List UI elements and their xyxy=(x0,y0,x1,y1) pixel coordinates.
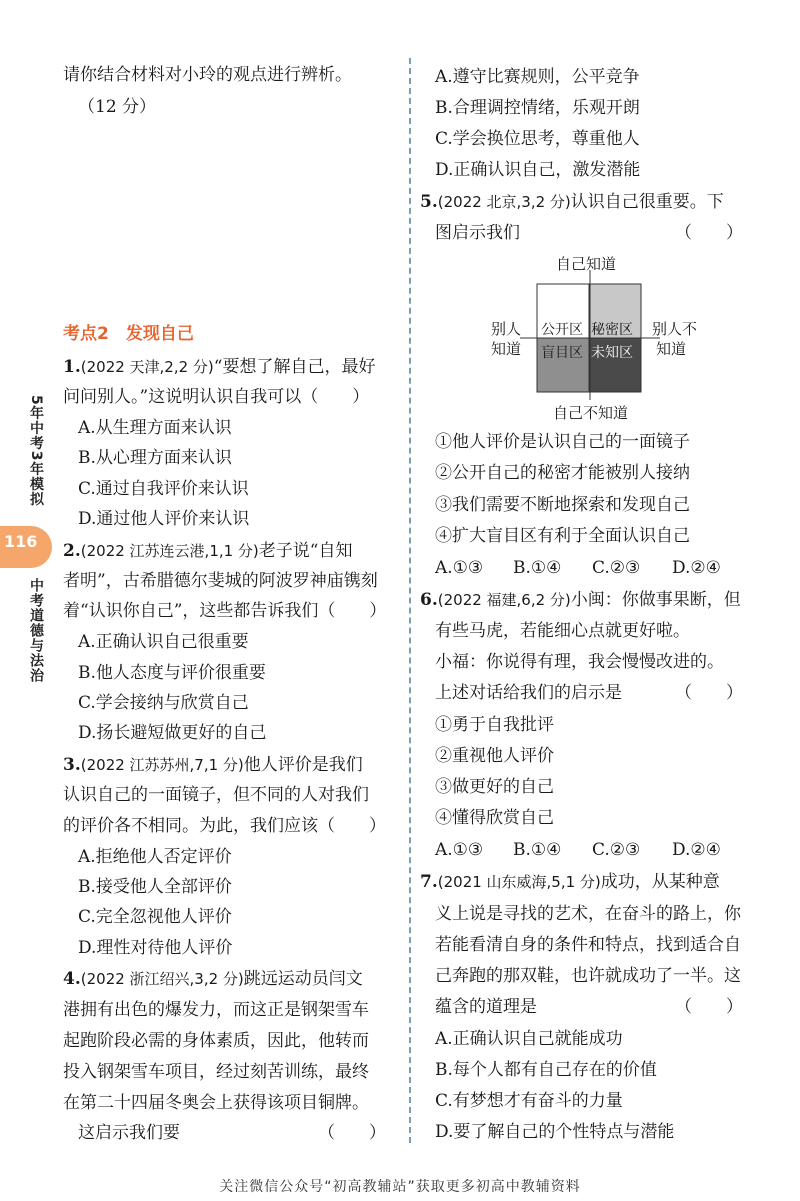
q5-choice-d: D.②④ xyxy=(672,558,721,578)
q3-option-c: C.完全忽视他人评价 xyxy=(78,907,232,927)
q5-choice-a: A.①③ xyxy=(435,558,484,578)
q1-option-b: B.从心理方面来认识 xyxy=(78,448,232,468)
diagram-label-bottom: 自己不知道 xyxy=(553,404,629,422)
q7-text-1: 成功，从某种意 xyxy=(600,872,720,892)
q2-source: (2022 江苏连云港,1,1 分) xyxy=(80,542,259,560)
q6-line-3: 小福：你说得有理，我会慢慢改进的。 xyxy=(435,652,724,672)
cell-unknown: 未知区 xyxy=(591,345,633,361)
diagram-label-left-2: 知道 xyxy=(491,340,522,358)
q7-line-5: 蕴含的道理是 xyxy=(435,997,537,1017)
q6-choice-b: B.①④ xyxy=(513,840,562,860)
q2-number: 2. xyxy=(63,541,81,561)
q5-statement-1: ①他人评价是认识自己的一面镜子 xyxy=(435,432,690,452)
q4-line-1 xyxy=(63,968,401,990)
q4-source: (2022 浙江绍兴,3,2 分) xyxy=(80,970,244,988)
q4-option-a: A.遵守比赛规则，公平竞争 xyxy=(435,67,640,87)
q6-statement-4: ④懂得欣赏自己 xyxy=(435,808,554,828)
q4-line-2: 港拥有出色的爆发力，而这正是钢架雪车 xyxy=(63,1000,369,1020)
q2-line-1 xyxy=(63,540,401,562)
q6-number: 6. xyxy=(420,590,438,610)
q4-text-1: 跳远运动员闫文 xyxy=(243,969,363,989)
diagram-label-left-1: 别人 xyxy=(491,320,522,338)
q7-option-b: B.每个人都有自己存在的价值 xyxy=(435,1060,657,1080)
q5-statement-3: ③我们需要不断地探索和发现自己 xyxy=(435,495,690,515)
q2-option-a: A.正确认识自己很重要 xyxy=(78,632,249,652)
q5-choice-c: C.②③ xyxy=(592,558,641,578)
footer-note: 关注微信公众号“初高教辅站”获取更多初高中教辅资料 xyxy=(219,1179,581,1195)
q7-line-4: 己奔跑的那双鞋，也许就成功了一半。这 xyxy=(435,966,741,986)
q3-option-a: A.拒绝他人否定评价 xyxy=(78,847,232,867)
q6-statement-3: ③做更好的自己 xyxy=(435,777,554,797)
q7-line-3: 若能看清自身的条件和特点，找到适合自 xyxy=(435,935,741,955)
q4-option-d: D.正确认识自己，激发潜能 xyxy=(435,160,641,180)
q3-source: (2022 江苏苏州,7,1 分) xyxy=(80,756,244,774)
q4-line-3: 起跑阶段必需的身体素质，因此，他转而 xyxy=(63,1031,369,1051)
q5-line-2: 图启示我们 xyxy=(435,223,520,243)
q2-text-1: 老子说“自知 xyxy=(258,541,353,561)
q5-source: (2022 北京,3,2 分) xyxy=(437,193,571,211)
section-title: 考点2 发现自己 xyxy=(63,324,194,344)
q6-line-4: 上述对话给我们的启示是 xyxy=(435,683,622,703)
q2-line-3: 着“认识你自己”，这些都告诉我们（ ） xyxy=(63,601,387,621)
q5-number: 5. xyxy=(420,192,438,212)
q3-text-1: 他人评价是我们 xyxy=(243,755,363,775)
column-divider xyxy=(409,58,411,1143)
q1-number: 1. xyxy=(63,357,81,377)
q5-statement-2: ②公开自己的秘密才能被别人接纳 xyxy=(435,463,690,483)
q1-source: (2022 天津,2,2 分) xyxy=(80,358,214,376)
q7-line-2: 义上说是寻找的艺术，在奋斗的路上，你 xyxy=(435,904,741,924)
q4-option-c: C.学会换位思考，尊重他人 xyxy=(435,129,640,149)
page-number: 116 xyxy=(4,532,38,551)
q5-text-1: 认识自己很重要。下 xyxy=(570,192,724,212)
q5-choice-b: B.①④ xyxy=(513,558,562,578)
series-name: 5年中考3年模拟 xyxy=(28,395,44,507)
q1-option-a: A.从生理方面来认识 xyxy=(78,418,232,438)
q3-option-b: B.接受他人全部评价 xyxy=(78,877,232,897)
q6-line-1 xyxy=(420,589,765,611)
q4-line-4: 投入钢架雪车项目，经过刻苦训练，最终 xyxy=(63,1062,369,1082)
q7-answer-bracket: （ ） xyxy=(675,997,743,1017)
intro-line-1: 请你结合材料对小玲的观点进行辨析。 xyxy=(63,65,352,85)
q7-option-a: A.正确认识自己就能成功 xyxy=(435,1029,623,1049)
q7-option-c: C.有梦想才有奋斗的力量 xyxy=(435,1091,623,1111)
q3-option-d: D.理性对待他人评价 xyxy=(78,938,233,958)
q5-statement-4: ④扩大盲目区有利于全面认识自己 xyxy=(435,526,690,546)
q3-number: 3. xyxy=(63,755,81,775)
q2-option-d: D.扬长避短做更好的自己 xyxy=(78,723,267,743)
q6-statement-1: ①勇于自我批评 xyxy=(435,715,554,735)
q7-number: 7. xyxy=(420,872,438,892)
q6-answer-bracket: （ ） xyxy=(675,683,743,703)
q6-statement-2: ②重视他人评价 xyxy=(435,746,554,766)
cell-hidden: 秘密区 xyxy=(591,322,633,338)
cell-open: 公开区 xyxy=(541,322,583,338)
q4-answer-bracket: （ ） xyxy=(318,1123,386,1143)
q3-line-2: 认识自己的一面镜子，但不同的人对我们 xyxy=(63,785,369,805)
q5-answer-bracket: （ ） xyxy=(675,223,743,243)
q2-option-c: C.学会接纳与欣赏自己 xyxy=(78,693,249,713)
q4-line-5: 在第二十四届冬奥会上获得该项目铜牌。 xyxy=(63,1093,369,1113)
q1-option-d: D.通过他人评价来认识 xyxy=(78,509,250,529)
q4-option-b: B.合理调控情绪，乐观开朗 xyxy=(435,98,640,118)
diagram-label-top: 自己知道 xyxy=(556,255,617,273)
cell-blind: 盲目区 xyxy=(541,345,583,361)
diagram-label-right-2: 知道 xyxy=(656,340,687,358)
q6-choice-a: A.①③ xyxy=(435,840,484,860)
q5-line-1 xyxy=(420,191,765,213)
q6-choice-c: C.②③ xyxy=(592,840,641,860)
q7-line-1 xyxy=(420,871,765,893)
q1-text-1: “要想了解自己，最好 xyxy=(213,357,376,377)
q6-source: (2022 福建,6,2 分) xyxy=(437,591,571,609)
q2-option-b: B.他人态度与评价很重要 xyxy=(78,663,266,683)
q4-number: 4. xyxy=(63,969,81,989)
q7-source: (2021 山东威海,5,1 分) xyxy=(437,873,601,891)
q6-text-1: 小闽：你做事果断，但 xyxy=(570,590,741,610)
q1-line-2: 问问别人。”这说明认识自我可以（ ） xyxy=(63,387,370,407)
q3-line-1 xyxy=(63,754,401,776)
intro-line-2: （12 分） xyxy=(78,97,157,117)
q2-line-2: 者明”，古希腊德尔斐城的阿波罗神庙镌刻 xyxy=(63,571,378,591)
q7-option-d: D.要了解自己的个性特点与潜能 xyxy=(435,1122,675,1142)
q4-line-6: 这启示我们要 xyxy=(78,1123,180,1143)
q3-line-3: 的评价各不相同。为此，我们应该（ ） xyxy=(63,816,386,836)
subject-name: 中考道德与法治 xyxy=(28,578,44,683)
diagram-label-right-1: 别人不 xyxy=(652,320,698,338)
q6-line-2: 有些马虎，若能细心点就更好啦。 xyxy=(435,621,690,641)
q6-choice-d: D.②④ xyxy=(672,840,721,860)
q1-line-1 xyxy=(63,356,401,378)
q1-option-c: C.通过自我评价来认识 xyxy=(78,479,249,499)
